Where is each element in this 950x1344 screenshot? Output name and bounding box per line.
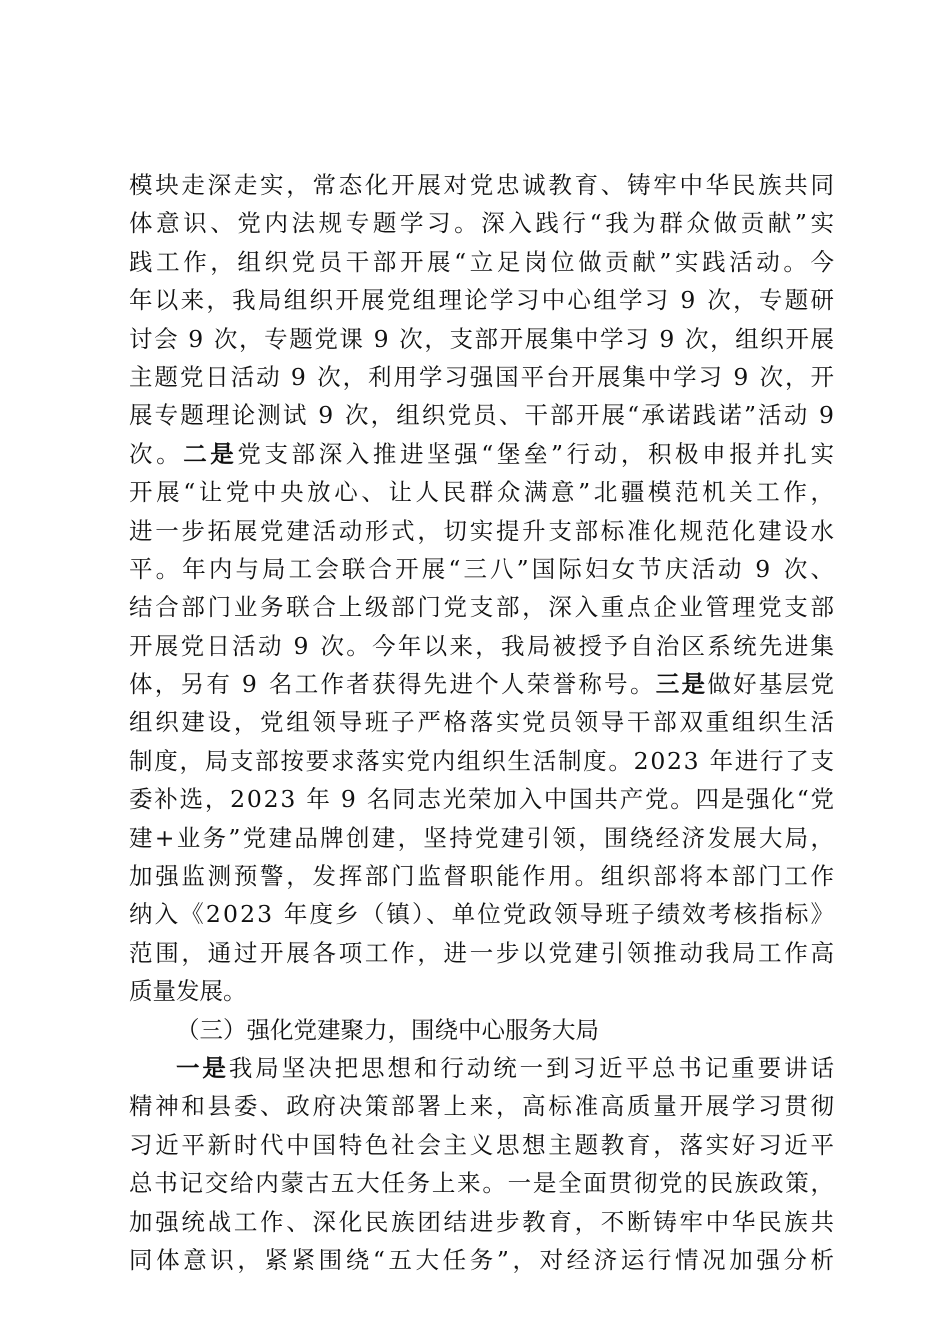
body-text: 进一步拓展党建活动形式，切实提升支部标准化规范化建设水	[129, 516, 837, 545]
paragraph-line	[129, 1241, 838, 1279]
line-text	[129, 281, 836, 319]
line-text	[129, 627, 836, 665]
body-text: 同体意识，紧紧围绕“五大任务”，对经济运行情况加强分析	[129, 1245, 838, 1274]
body-text: 总书记交给内蒙古五大任务上来。一是全面贯彻党的民族政策，	[129, 1169, 836, 1198]
paragraph-line	[129, 1049, 837, 1087]
paragraph-line	[129, 166, 837, 204]
heading-text: （三）强化党建聚力，围绕中心服务大局	[176, 1015, 599, 1044]
body-text: 质量发展。	[129, 977, 247, 1006]
bold-lead-text: 三是	[655, 670, 708, 699]
body-text: 年以来，我局组织开展党组理论学习中心组学习 9 次，专题研	[129, 286, 837, 315]
body-text: 习近平新时代中国特色社会主义思想主题教育，落实好习近平	[129, 1130, 837, 1159]
line-text	[129, 166, 837, 204]
line-text	[129, 396, 836, 434]
paragraph-line	[129, 934, 837, 972]
line-text	[176, 1011, 599, 1049]
paragraph-line	[129, 780, 834, 818]
paragraph-line	[129, 588, 837, 626]
line-text	[129, 703, 837, 741]
line-text	[176, 1049, 837, 1087]
line-text	[129, 1126, 837, 1164]
body-text: 委补选，2023 年 9 名同志光荣加入中国共产党。四是强化“党	[129, 785, 836, 814]
line-text	[129, 358, 836, 396]
body-text: 践工作，组织党员干部开展“立足岗位做贡献”实践活动。今	[129, 247, 838, 276]
line-text	[129, 320, 836, 358]
paragraph-line	[129, 1203, 837, 1241]
line-text	[129, 512, 837, 550]
paragraph-line	[129, 550, 838, 588]
body-text: 范围，通过开展各项工作，进一步以党建引领推动我局工作高	[129, 938, 837, 967]
paragraph-line	[129, 742, 834, 780]
body-text: 我局坚决把思想和行动统一到习近平总书记重要讲话	[228, 1053, 837, 1082]
line-text	[129, 857, 837, 895]
line-text	[129, 780, 836, 818]
body-text: 制度，局支部按要求落实党内组织生活制度。2023 年进行了支	[129, 746, 836, 775]
body-text: 开展“让党中央放心、让人民群众满意”北疆模范机关工作，	[129, 478, 838, 507]
line-text	[129, 588, 837, 626]
body-text: 精神和县委、政府决策部署上来，高标准高质量开展学习贯彻	[129, 1092, 837, 1121]
body-text: 加强监测预警，发挥部门监督职能作用。组织部将本部门工作	[129, 862, 837, 891]
line-text	[129, 1241, 838, 1279]
line-text	[129, 972, 247, 1010]
line-text	[129, 1087, 837, 1125]
line-text	[129, 665, 836, 703]
body-text: 平。年内与局工会联合开展“三八”国际妇女节庆活动 9 次、	[129, 554, 838, 583]
paragraph-line	[129, 512, 837, 550]
paragraph-line	[129, 358, 834, 396]
document-body	[129, 166, 838, 1279]
body-text: 开展党日活动 9 次。今年以来，我局被授予自治区系统先进集	[129, 631, 837, 660]
line-text	[129, 473, 838, 511]
bold-lead-text: 二是	[183, 439, 238, 468]
body-text: 主题党日活动 9 次，利用学习强国平台开展集中学习 9 次，开	[129, 362, 836, 391]
section-heading	[129, 1011, 834, 1049]
body-text: 组织建设，党组领导班子严格落实党员领导干部双重组织生活	[129, 708, 837, 737]
paragraph-line	[129, 1164, 834, 1202]
line-text	[129, 1203, 837, 1241]
paragraph-line	[129, 1126, 837, 1164]
paragraph-line	[129, 703, 837, 741]
paragraph-line	[129, 396, 837, 434]
paragraph-line	[129, 281, 837, 319]
line-text	[129, 895, 836, 933]
line-text	[129, 550, 837, 588]
paragraph-line	[129, 972, 834, 1010]
line-text	[129, 204, 838, 242]
line-text	[129, 742, 836, 780]
paragraph-line	[129, 435, 838, 473]
paragraph-line	[129, 473, 838, 511]
body-text: 做好基层党	[707, 670, 837, 699]
paragraph-line	[129, 204, 838, 242]
paragraph-line	[129, 320, 834, 358]
paragraph-line	[129, 627, 837, 665]
paragraph-line	[129, 857, 837, 895]
line-text	[129, 435, 838, 473]
body-text: 展专题理论测试 9 次，组织党员、干部开展“承诺践诺”活动 9	[129, 401, 837, 430]
paragraph-line	[129, 819, 837, 857]
body-text: 结合部门业务联合上级部门党支部，深入重点企业管理党支部	[129, 593, 837, 622]
line-text	[129, 934, 837, 972]
body-text: 纳入《2023 年度乡（镇）、单位党政领导班子绩效考核指标》	[129, 900, 837, 929]
body-text: 体意识、党内法规专题学习。深入践行“我为群众做贡献”实	[129, 209, 838, 238]
paragraph-line	[129, 665, 837, 703]
paragraph-line	[129, 1087, 837, 1125]
body-text: 加强统战工作、深化民族团结进步教育，不断铸牢中华民族共	[129, 1207, 837, 1236]
line-text	[129, 243, 838, 281]
body-text: 讨会 9 次，专题党课 9 次，支部开展集中学习 9 次，组织开展	[129, 324, 836, 353]
body-text: 次。	[129, 439, 184, 468]
paragraph-line	[129, 895, 837, 933]
body-text: 党支部深入推进坚强“堡垒”行动，积极申报并扎实	[237, 439, 838, 468]
paragraph-line	[129, 243, 838, 281]
body-text: 建+业务”党建品牌创建，坚持党建引领，围绕经济发展大局，	[129, 823, 837, 852]
body-text: 体，另有 9 名工作者获得先进个人荣誉称号。	[129, 670, 656, 699]
bold-lead-text: 一是	[176, 1053, 229, 1082]
body-text: 模块走深走实，常态化开展对党忠诚教育、铸牢中华民族共同	[129, 171, 837, 199]
line-text	[129, 1164, 836, 1202]
line-text	[129, 819, 836, 857]
